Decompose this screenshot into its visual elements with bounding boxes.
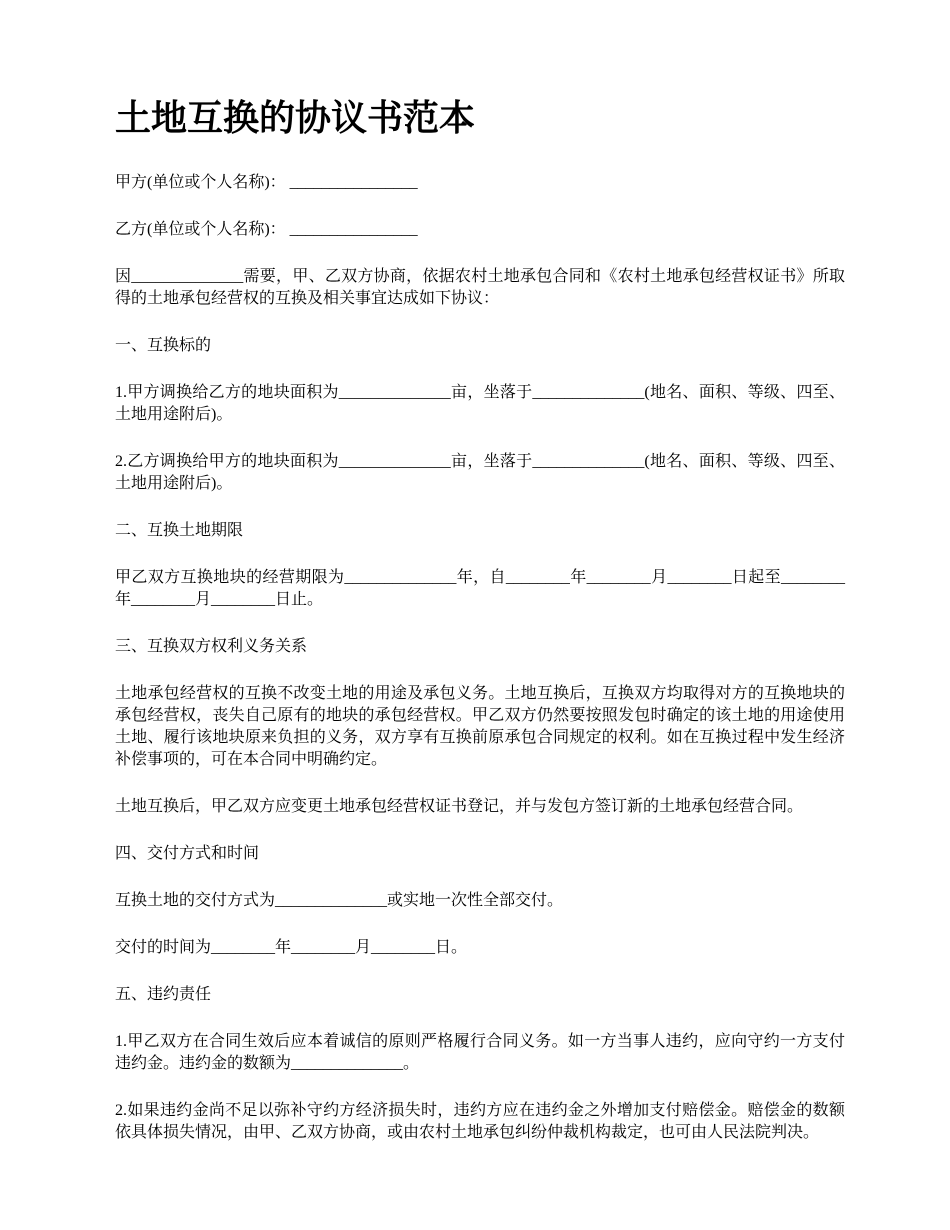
section-3-heading: 三、互换双方权利义务关系 — [115, 637, 308, 655]
document-body — [115, 172, 845, 1144]
section-5-item-2: 2.如果违约金尚不足以弥补守约方经济损失时，违约方应在违约金之外增加支付赔偿金。赔偿金的数额依具体损失情况，由甲、乙双方协商，或由农村土地承包纠纷仲裁机构裁定，也可由人民法院判决。 — [115, 1101, 845, 1141]
section-1-item-2: 2.乙方调换给甲方的地块面积为______________亩，坐落于______________(地名、面积、等级、四至、土地用途附后)。 — [115, 452, 845, 492]
section-1-heading: 一、互换标的 — [115, 336, 212, 354]
document-title: 土地互换的协议书范本 — [115, 97, 476, 138]
section-2-heading: 二、互换土地期限 — [115, 521, 244, 539]
section-4-body-1: 互换土地的交付方式为______________或实地一次性全部交付。 — [115, 891, 564, 909]
section-3-body-2: 土地互换后，甲乙双方应变更土地承包经营权证书登记，并与发包方签订新的土地承包经营合同。 — [115, 797, 804, 815]
party-b-line: 乙方(单位或个人名称)： ________________ — [115, 220, 418, 238]
preamble: 因______________需要，甲、乙双方协商，依据农村土地承包合同和《农村土地承包经营权证书》所取得的土地承包经营权的互换及相关事宜达成如下协议： — [115, 267, 845, 307]
section-5-item-1: 1.甲乙双方在合同生效后应本着诚信的原则严格履行合同义务。如一方当事人违约，应向守约一方支付违约金。违约金的数额为______________。 — [115, 1032, 845, 1072]
section-4-body-2: 交付的时间为________年________月________日。 — [115, 938, 468, 956]
section-3-body-1: 土地承包经营权的互换不改变土地的用途及承包义务。土地互换后，互换双方均取得对方的互换地块的承包经营权，丧失自己原有的地块的承包经营权。甲乙双方仍然要按照发包时确定的该土地的用途使用土地、履行该地块原来负担的义务，双方享有互换前原承包合同规定的权利。如在互换过程中发生经济补偿事项的，可在本合同中明确约定。 — [115, 684, 845, 768]
party-a-line: 甲方(单位或个人名称)： ________________ — [115, 173, 418, 191]
section-5-heading: 五、违约责任 — [115, 985, 212, 1003]
section-4-heading: 四、交付方式和时间 — [115, 844, 260, 862]
section-2-body: 甲乙双方互换地块的经营期限为______________年，自________年________月________日起至________年________月________日止。 — [115, 568, 845, 608]
section-1-item-1: 1.甲方调换给乙方的地块面积为______________亩，坐落于______________(地名、面积、等级、四至、土地用途附后)。 — [115, 383, 845, 423]
